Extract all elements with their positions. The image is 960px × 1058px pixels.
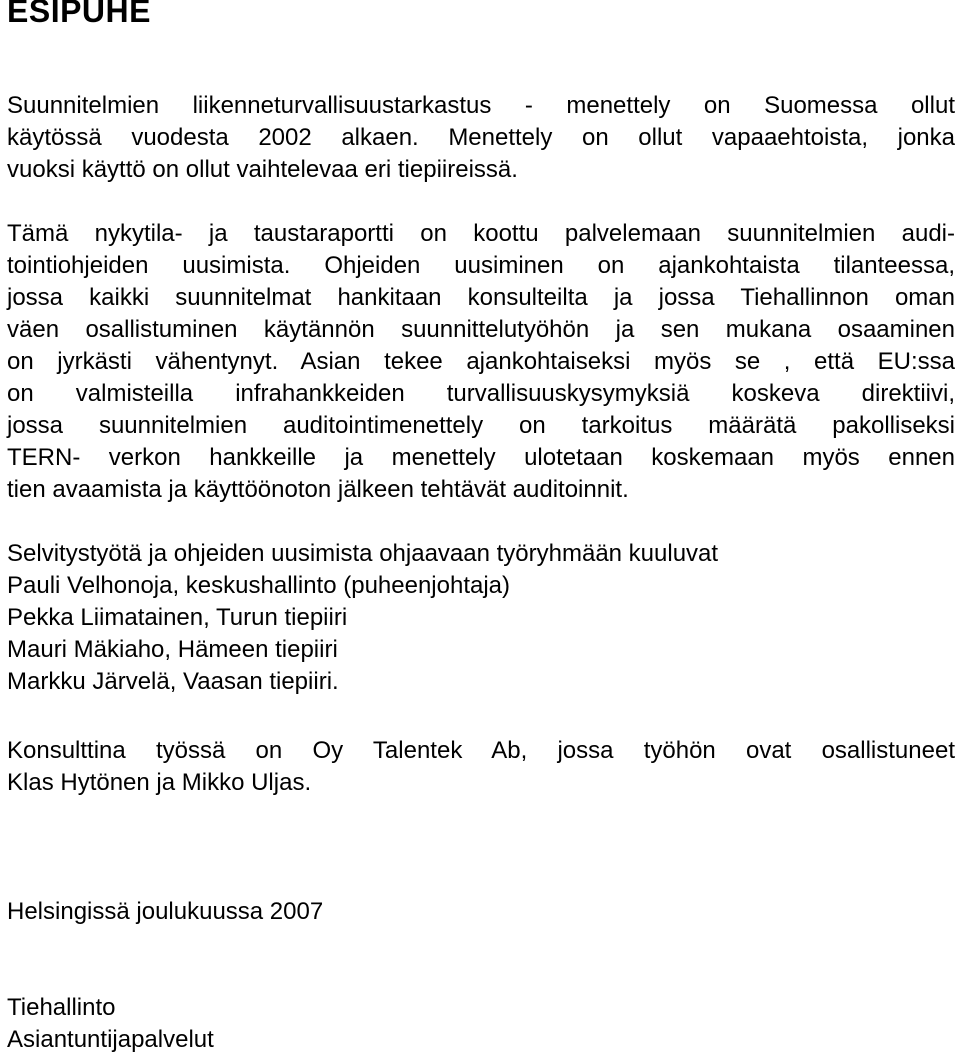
paragraph-purpose [7,218,955,506]
text-line: Konsulttina työssä on Oy Talentek Ab, jossa työhön ovat osallistuneet [7,737,955,764]
text-line: tien avaamista ja käyttöönoton jälkeen tehtävät auditoinnit. [7,476,629,503]
page-title: ESIPUHE [7,0,151,29]
signature-organization: Tiehallinto [7,994,116,1021]
member-item: Pauli Velhonoja, keskushallinto (puheenjohtaja) [7,572,511,599]
document-page [7,0,955,1053]
text-line: Suunnitelmien liikenneturvallisuustarkastus - menettely on Suomessa ollut [7,92,955,119]
paragraph-consultant [7,735,955,799]
member-item: Mauri Mäkiaho, Hämeen tiepiiri [7,636,338,663]
paragraph-intro [7,90,955,186]
text-line: on jyrkästi vähentynyt. Asian tekee ajankohtaiseksi myös se , että EU:ssa [7,348,955,375]
text-line: on valmisteilla infrahankkeiden turvallisuuskysymyksiä koskeva direktiivi, [7,380,955,407]
text-line: käytössä vuodesta 2002 alkaen. Menettely on ollut vapaaehtoista, jonka [7,124,955,151]
working-group-intro: Selvitystyötä ja ohjeiden uusimista ohjaavaan työryhmään kuuluvat [7,540,719,567]
signature-unit: Asiantuntijapalvelut [7,1026,214,1053]
text-line: Klas Hytönen ja Mikko Uljas. [7,769,312,796]
member-item: Markku Järvelä, Vaasan tiepiiri. [7,668,339,695]
text-line: tointiohjeiden uusimista. Ohjeiden uusiminen on ajankohtaista tilanteessa, [7,252,955,279]
working-group-list [7,538,955,698]
place-date [7,896,955,928]
text-line: väen osallistuminen käytännön suunnittelutyöhön ja sen mukana osaaminen [7,316,955,343]
text-line: jossa kaikki suunnitelmat hankitaan konsulteilta ja jossa Tiehallinnon oman [7,284,955,311]
member-item: Pekka Liimatainen, Turun tiepiiri [7,604,348,631]
signature-block [7,992,955,1056]
text-line: TERN- verkon hankkeille ja menettely ulotetaan koskemaan myös ennen [7,444,955,471]
place-date-text: Helsingissä joulukuussa 2007 [7,898,324,925]
text-line: jossa suunnitelmien auditointimenettely on tarkoitus määrätä pakolliseksi [7,412,955,439]
text-line: Tämä nykytila- ja taustaraportti on koottu palvelemaan suunnitelmien audi- [7,220,955,247]
text-line: vuoksi käyttö on ollut vaihtelevaa eri tiepiireissä. [7,156,518,183]
